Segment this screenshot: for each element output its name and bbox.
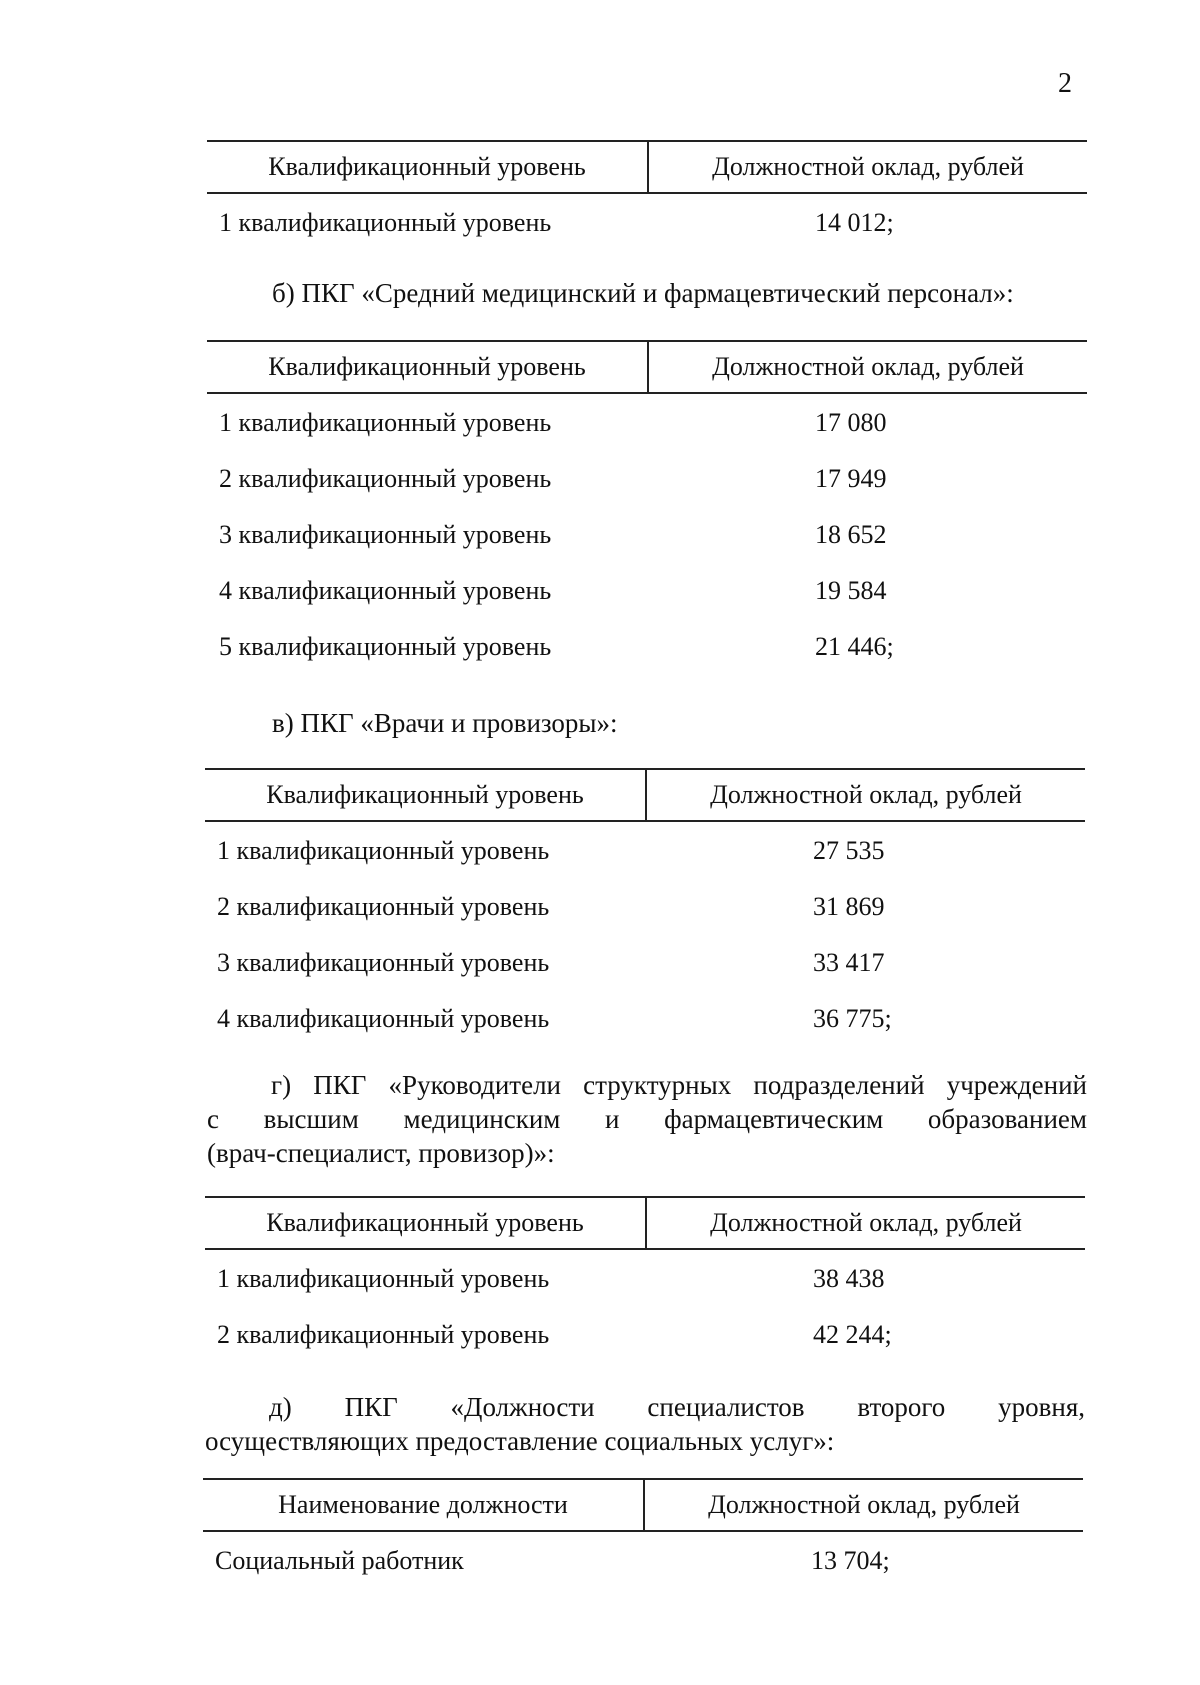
level-cell: 4 квалификационный уровень xyxy=(219,576,552,605)
table-header xyxy=(203,1478,1083,1532)
section-v-heading: в) ПКГ «Врачи и провизоры»: xyxy=(272,708,618,738)
salary-cell: 14 012; xyxy=(815,208,894,237)
column-header-salary: Должностной оклад, рублей xyxy=(712,352,1024,381)
section-g-heading xyxy=(207,1068,1087,1170)
column-header-level: Квалификационный уровень xyxy=(266,780,584,809)
level-cell: 1 квалификационный уровень xyxy=(217,1264,550,1293)
table-row xyxy=(205,934,1085,990)
column-header-salary: Должностной оклад, рублей xyxy=(710,1208,1022,1237)
column-header-level: Квалификационный уровень xyxy=(266,1208,584,1237)
table-row xyxy=(207,562,1087,618)
table-row xyxy=(207,194,1087,250)
table-row xyxy=(207,394,1087,450)
salary-cell: 17 949 xyxy=(815,464,887,493)
salary-table-a xyxy=(207,140,1087,250)
salary-cell: 17 080 xyxy=(815,408,887,437)
level-cell: 4 квалификационный уровень xyxy=(217,1004,550,1033)
salary-cell: 31 869 xyxy=(813,892,885,921)
table-header xyxy=(207,340,1087,394)
table-row xyxy=(205,990,1085,1046)
section-b-heading: б) ПКГ «Средний медицинский и фармацевтический персонал»: xyxy=(272,278,1014,308)
table-row xyxy=(207,506,1087,562)
salary-table-b xyxy=(207,340,1087,674)
level-cell: 2 квалификационный уровень xyxy=(217,892,550,921)
salary-table-v xyxy=(205,768,1085,1046)
heading-line: осуществляющих предоставление социальных услуг»: xyxy=(205,1426,835,1456)
level-cell: 3 квалификационный уровень xyxy=(219,520,552,549)
table-row xyxy=(205,1306,1085,1362)
heading-line: с высшим медицинским и фармацевтическим образованием xyxy=(207,1104,1087,1134)
column-header-salary: Должностной оклад, рублей xyxy=(710,780,1022,809)
salary-cell: 19 584 xyxy=(815,576,887,605)
salary-cell: 18 652 xyxy=(815,520,887,549)
column-header-salary: Должностной оклад, рублей xyxy=(708,1490,1020,1519)
column-header-level: Квалификационный уровень xyxy=(268,152,586,181)
level-cell: 3 квалификационный уровень xyxy=(217,948,550,977)
heading-line: (врач-специалист, провизор)»: xyxy=(207,1138,555,1168)
salary-cell: 33 417 xyxy=(813,948,885,977)
salary-table-d xyxy=(203,1478,1083,1588)
table-header xyxy=(205,768,1085,822)
salary-table-g xyxy=(205,1196,1085,1362)
level-cell: 1 квалификационный уровень xyxy=(219,408,552,437)
heading-line: г) ПКГ «Руководители структурных подразделений учреждений xyxy=(271,1070,1087,1100)
salary-cell: 27 535 xyxy=(813,836,885,865)
section-d-heading xyxy=(205,1390,1085,1458)
table-row xyxy=(203,1532,1083,1588)
column-header-position: Наименование должности xyxy=(278,1490,568,1519)
salary-cell: 36 775; xyxy=(813,1004,892,1033)
salary-cell: 38 438 xyxy=(813,1264,885,1293)
table-header xyxy=(205,1196,1085,1250)
table-row xyxy=(205,822,1085,878)
position-cell: Социальный работник xyxy=(215,1546,464,1575)
level-cell: 2 квалификационный уровень xyxy=(219,464,552,493)
table-row xyxy=(205,878,1085,934)
level-cell: 5 квалификационный уровень xyxy=(219,632,552,661)
column-header-level: Квалификационный уровень xyxy=(268,352,586,381)
table-row xyxy=(207,450,1087,506)
salary-cell: 21 446; xyxy=(815,632,894,661)
table-header xyxy=(207,140,1087,194)
salary-cell: 42 244; xyxy=(813,1320,892,1349)
level-cell: 2 квалификационный уровень xyxy=(217,1320,550,1349)
heading-line: д) ПКГ «Должности специалистов второго уровня, xyxy=(269,1392,1085,1422)
table-row xyxy=(207,618,1087,674)
salary-cell: 13 704; xyxy=(811,1546,890,1575)
level-cell: 1 квалификационный уровень xyxy=(217,836,550,865)
level-cell: 1 квалификационный уровень xyxy=(219,208,552,237)
page-number: 2 xyxy=(1058,68,1072,99)
column-header-salary: Должностной оклад, рублей xyxy=(712,152,1024,181)
table-row xyxy=(205,1250,1085,1306)
